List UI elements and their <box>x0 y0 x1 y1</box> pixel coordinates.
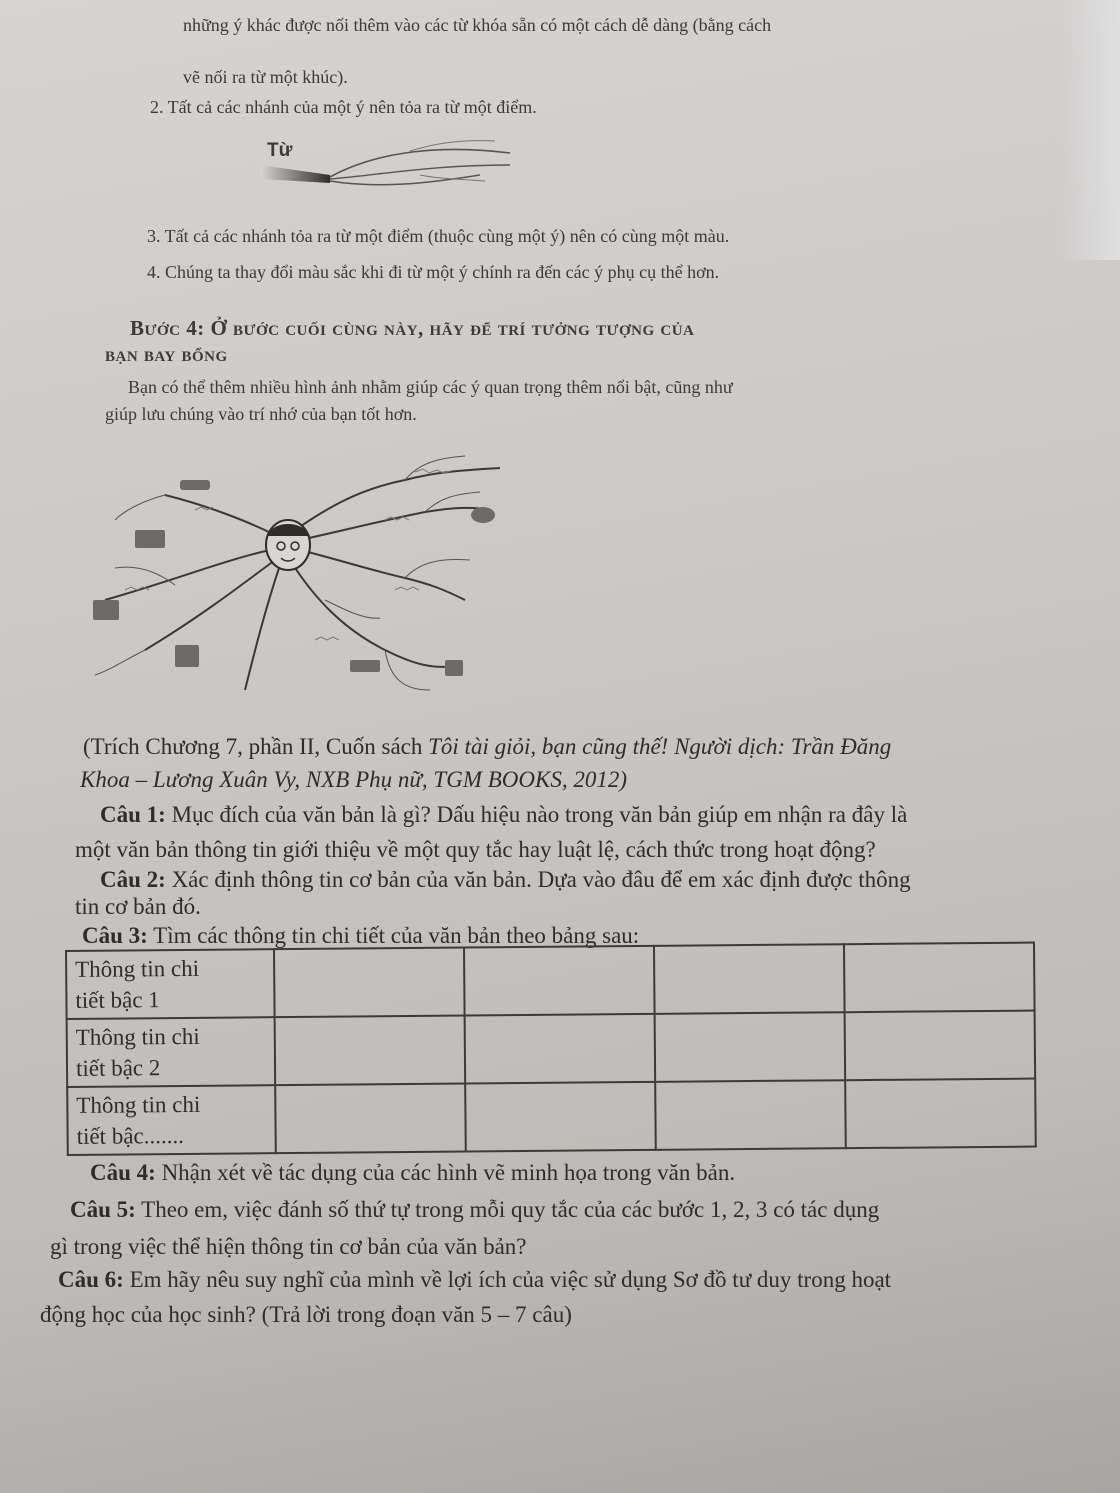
table-label-line: Thông tin chi <box>76 1092 201 1119</box>
table-cell <box>464 946 655 1016</box>
question-1-line-1 <box>100 803 907 826</box>
branch-diagram <box>260 135 530 205</box>
table-cell <box>465 1014 656 1084</box>
question-3-label: Câu 3: <box>82 923 148 948</box>
table-cell <box>275 1016 466 1086</box>
table-label-line: tiết bậc....... <box>76 1123 185 1150</box>
mindmap-doodle <box>350 660 380 672</box>
detail-info-table <box>65 942 1037 1157</box>
table-row <box>67 1011 1036 1088</box>
mindmap-branch-right-1 <box>300 508 490 540</box>
question-6-label: Câu 6: <box>58 1267 124 1292</box>
mindmap-doodle <box>445 660 463 676</box>
point-2: 2. Tất cả các nhánh của một ý nên tỏa ra từ một điểm. <box>150 97 537 117</box>
question-4-text: Nhận xét về tác dụng của các hình vẽ minh họa trong văn bản. <box>155 1160 736 1185</box>
mindmap-scribble <box>395 587 419 590</box>
table-cell <box>274 948 465 1018</box>
table-label-line: Thông tin chi <box>75 1023 200 1051</box>
table-row <box>66 943 1035 1020</box>
table-row-label <box>67 1017 276 1087</box>
citation-book-title: Tôi tài giỏi, bạn cũng thế! Người dịch: Trần Đăng <box>428 734 892 759</box>
table-row <box>67 1079 1036 1156</box>
mindmap-branch-top-left <box>165 495 275 535</box>
branch-middle <box>330 165 510 179</box>
table-cell <box>275 1084 466 1154</box>
branch-upper <box>330 149 510 177</box>
question-2-label: Câu 2: <box>100 867 166 892</box>
mindmap-doodle <box>175 645 199 667</box>
step4-paragraph-line-1: Bạn có thể thêm nhiều hình ảnh nhằm giúp các ý quan trọng thêm nổi bật, cũng như <box>128 377 733 397</box>
mindmap-doodle <box>471 507 495 523</box>
question-2-line-2: tin cơ bản đó. <box>75 894 201 919</box>
question-5-line-1 <box>70 1198 879 1221</box>
mindmap-twig <box>115 567 175 585</box>
citation-line-1 <box>83 735 891 758</box>
table-row-label <box>67 1085 276 1155</box>
mindmap-twig <box>385 650 430 690</box>
mindmap-branch-bottom <box>245 565 280 690</box>
question-1-text: Mục đích của văn bản là gì? Dấu hiệu nào trong văn bản giúp em nhận ra đây là <box>165 802 908 827</box>
table-cell <box>465 1082 656 1152</box>
mindmap-twig <box>405 456 465 480</box>
table-label-line: tiết bậc 2 <box>75 1055 161 1082</box>
mindmap-branch-bottom-right <box>290 560 460 667</box>
question-6-text: Em hãy nêu suy nghĩ của mình về lợi ích của việc sử dụng Sơ đồ tư duy trong hoạt <box>123 1267 892 1292</box>
question-4-label: Câu 4: <box>90 1160 156 1185</box>
mindmap-doodle <box>135 530 165 548</box>
page-edge-shadow <box>1060 0 1120 260</box>
question-5-text: Theo em, việc đánh số thứ tự trong mỗi quy tắc của các bước 1, 2, 3 có tác dụng <box>135 1197 880 1222</box>
question-3-text: Tìm các thông tin chi tiết của văn bản theo bảng sau: <box>147 923 640 948</box>
intro-line-1: những ý khác được nối thêm vào các từ khóa sẵn có một cách dễ dàng (bằng cách <box>183 15 772 35</box>
question-4 <box>90 1161 735 1184</box>
mindmap-branch-left <box>105 550 270 600</box>
table-cell <box>844 943 1035 1013</box>
table-label-line: Thông tin chi <box>75 955 200 982</box>
step4-heading-line-2: bạn bay bổng <box>105 342 228 366</box>
branch-label: Từ <box>267 140 293 161</box>
question-1-label: Câu 1: <box>100 802 166 827</box>
table-cell <box>655 1080 846 1150</box>
table-cell <box>655 1012 846 1082</box>
question-6-line-1 <box>58 1268 891 1291</box>
question-6-line-2: động học của học sinh? (Trả lời trong đoạn văn 5 – 7 câu) <box>40 1302 572 1327</box>
mindmap-doodle <box>180 480 210 490</box>
branch-stem <box>260 165 330 183</box>
table-cell <box>845 1011 1036 1081</box>
mind-map-illustration <box>85 450 515 715</box>
mindmap-twig <box>115 495 165 520</box>
table-cell <box>654 944 845 1014</box>
mindmap-twig <box>405 560 470 578</box>
mindmap-branch-top-right <box>295 468 500 530</box>
question-3 <box>82 924 639 947</box>
mindmap-branch-left-bottom <box>145 560 275 650</box>
mindmap-scribble <box>315 637 339 640</box>
citation-line-2: Khoa – Lương Xuân Vy, NXB Phụ nữ, TGM BOOKS, 2012) <box>80 767 627 792</box>
citation-prefix: (Trích Chương 7, phần II, Cuốn sách <box>83 734 429 759</box>
table-label-line: tiết bậc 1 <box>75 987 160 1013</box>
point-3: 3. Tất cả các nhánh tỏa ra từ một điểm (thuộc cùng một ý) nên có cùng một màu. <box>147 226 730 246</box>
mindmap-center-face <box>266 520 310 570</box>
step4-heading-line-1: Bước 4: Ở bước cuối cùng này, hãy để trí tưởng tượng của <box>130 316 695 340</box>
question-2-line-1 <box>100 868 911 891</box>
question-5-label: Câu 5: <box>70 1197 136 1222</box>
point-4: 4. Chúng ta thay đổi màu sắc khi đi từ một ý chính ra đến các ý phụ cụ thể hơn. <box>147 262 720 282</box>
mindmap-scribble <box>415 469 451 473</box>
intro-line-2: vẽ nối ra từ một khúc). <box>183 67 348 87</box>
table-cell <box>845 1079 1036 1149</box>
question-5-line-2: gì trong việc thể hiện thông tin cơ bản của văn bản? <box>50 1234 527 1259</box>
question-2-text: Xác định thông tin cơ bản của văn bản. Dựa vào đâu để em xác định được thông <box>165 867 911 892</box>
mindmap-twig <box>95 650 145 675</box>
mindmap-twig <box>325 600 380 618</box>
mindmap-branch-right-2 <box>300 550 465 600</box>
table-row-label <box>66 949 275 1019</box>
question-1-line-2: một văn bản thông tin giới thiệu về một quy tắc hay luật lệ, cách thức trong hoạt động? <box>75 837 876 862</box>
mindmap-doodle <box>93 600 119 620</box>
step4-paragraph-line-2: giúp lưu chúng vào trí nhớ của bạn tốt hơn. <box>105 404 417 424</box>
